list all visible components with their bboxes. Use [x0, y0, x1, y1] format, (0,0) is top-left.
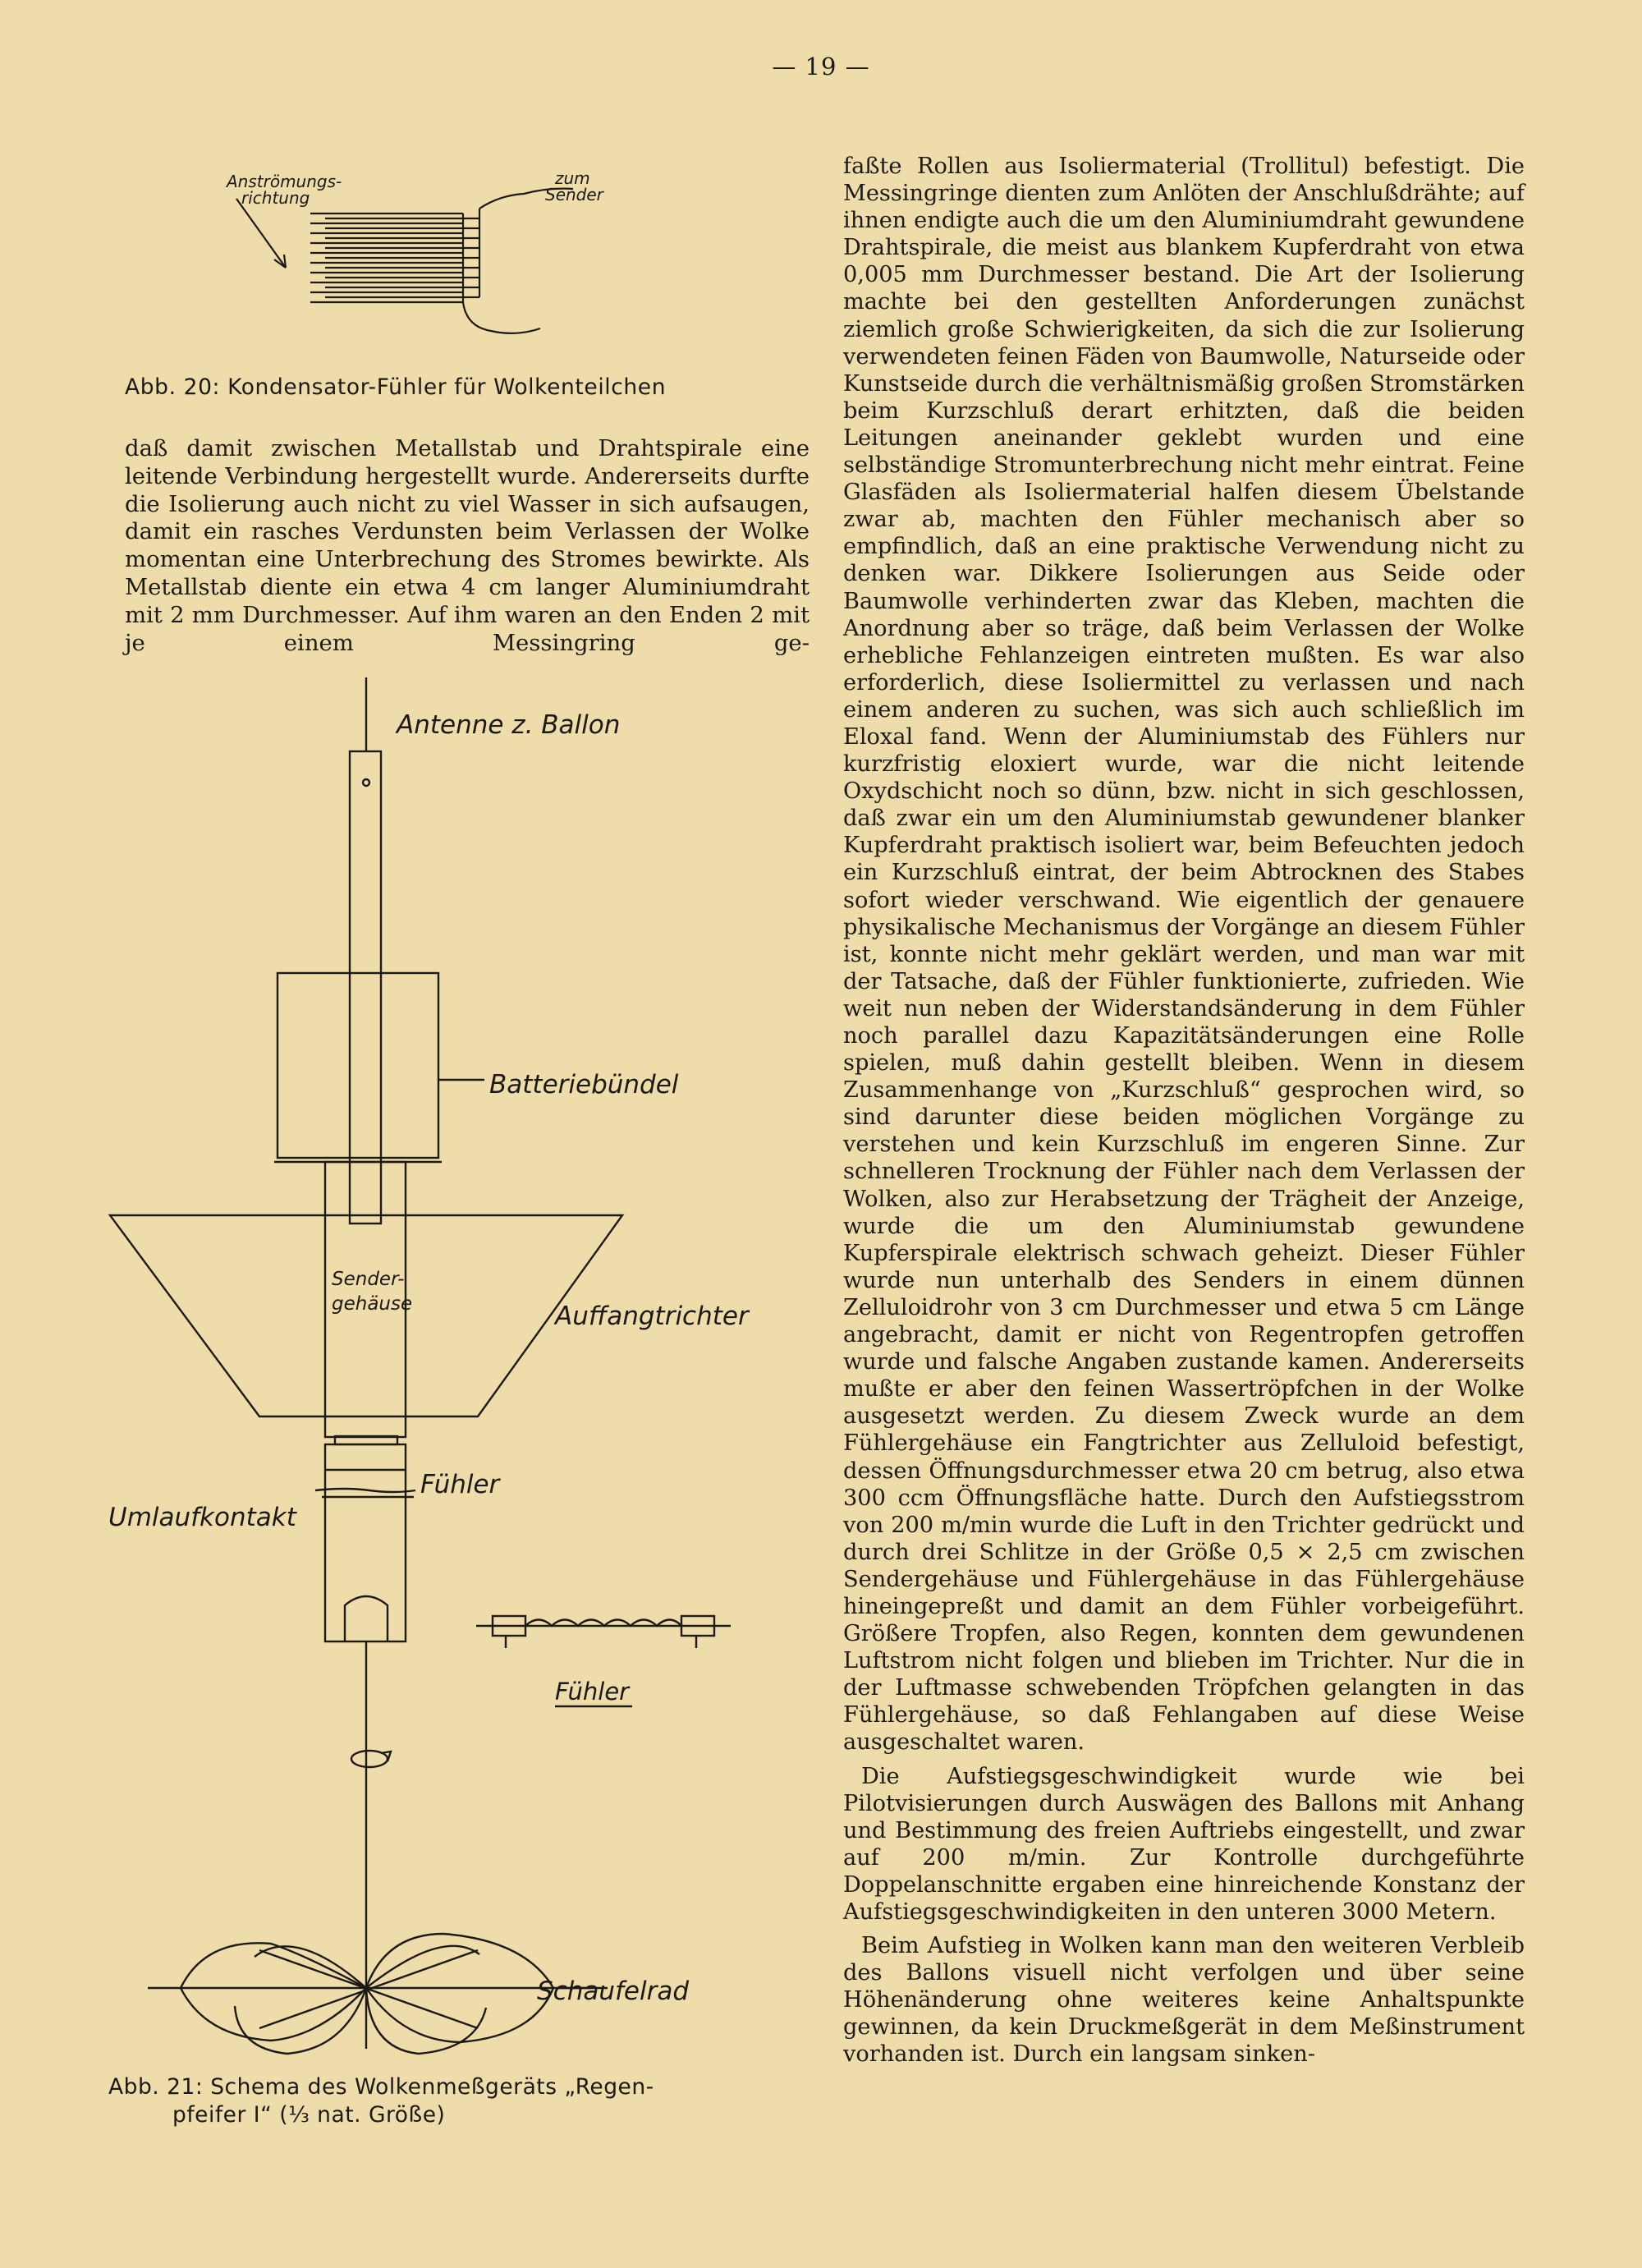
fig21-sender-label: Sender-: [332, 1269, 405, 1290]
figure-21-schematic: [99, 669, 755, 2065]
fig21-battery-label: Batteriebündel: [489, 1070, 679, 1100]
figure-21-caption: [108, 2073, 749, 2129]
fig21-sensor-label: Fühler: [420, 1470, 500, 1499]
fig21-sensor-detail-label: Fühler: [555, 1678, 630, 1706]
fig21-wheel-label: Schaufelrad: [537, 1976, 690, 2006]
fig21-sender-label-2: gehäuse: [332, 1293, 413, 1315]
figure-20-condenser-sensor: [220, 163, 606, 351]
left-column-paragraph: daß damit zwischen Metallstab und Drahtspirale eine leitende Verbindung hergestellt wurde. Andererseits durfte die Isolierung auch nicht zu viel Wasser in sich aufsaugen, damit ein rasches Verdunsten beim Verlassen der Wolke momentan eine Unterbrechung des Stromes bewirkte. Als Metallstab diente ein etwa 4 cm langer Aluminiumdraht mit 2 mm Durchmesser. Auf ihm waren an den Enden 2 mit je einem Messingring ge-: [125, 435, 810, 656]
fig20-sender-label-2: Sender: [545, 185, 603, 204]
fig21-contact-label: Umlaufkontakt: [108, 1503, 296, 1532]
figure-21-caption-line-2: pfeifer I“ (⅓ nat. Größe): [172, 2102, 446, 2128]
fig20-sender-label: zum: [555, 168, 590, 188]
right-column: [843, 153, 1525, 2075]
figure-21-caption-line-1: Abb. 21: Schema des Wolkenmeßgeräts „Regen-: [108, 2074, 654, 2100]
page-number: — 19 —: [772, 53, 870, 80]
fig21-funnel-label: Auffangtrichter: [555, 1302, 749, 1331]
fig20-flow-label: Anströmungs-: [227, 172, 342, 191]
right-paragraph-3: Beim Aufstieg in Wolken kann man den weiteren Verbleib des Ballons visuell nicht verfolgen und über seine Höhenänderung ohne weiteres keine Anhaltspunkte gewinnen, da kein Druckmeßgerät in dem Meßinstrument vorhanden ist. Durch ein langsam sinken-: [843, 1933, 1525, 2068]
right-paragraph-2: Die Aufstiegsgeschwindigkeit wurde wie bei Pilotvisierungen durch Auswägen des Ballons mit Anhang und Bestimmung des freien Auftriebs eingestellt, und zwar auf 200 m/min. Zur Kontrolle durchgeführte Doppelanschnitte ergaben eine hinreichende Konstanz der Aufstiegsgeschwindigkeiten in den unteren 3000 Metern.: [843, 1763, 1525, 1925]
fig20-flow-label-2: richtung: [241, 188, 310, 208]
fig21-antenna-label: Antenne z. Ballon: [397, 710, 621, 740]
figure-20-caption: Abb. 20: Kondensator-Fühler für Wolkenteilchen: [125, 374, 667, 400]
right-paragraph-1: faßte Rollen aus Isoliermaterial (Trollitul) befestigt. Die Messingringe dienten zum Anlöten der Anschlußdrähte; auf ihnen endigte auch die um den Aluminiumdraht gewundene Drahtspirale, die meist aus blankem Kupferdraht von etwa 0,005 mm Durchmesser bestand. Die Art der Isolierung machte bei den gestellten Anforderungen zunächst ziemlich große Schwierigkeiten, da sich die zur Isolierung verwendeten feinen Fäden von Baumwolle, Naturseide oder Kunstseide durch die verhältnismäßig großen Stromstärken beim Kurzschluß derart erhitzten, daß die beiden Leitungen aneinander geklebt wurden und eine selbständige Stromunterbrechung nicht mehr eintrat. Feine Glasfäden als Isoliermaterial halfen diesem Übelstande zwar ab, machten den Fühler mechanisch aber so empfindlich, daß an eine praktische Verwendung nicht zu denken war. Dikkere Isolierungen aus Seide oder Baumwolle verhinderten zwar das Kleben, machten die Anordnung aber so träge, daß beim Verlassen der Wolke erhebliche Fehlanzeigen eintreten mußten. Es war also erforderlich, diese Isoliermittel zu verlassen und nach einem anderen zu suchen, was sich auch schließlich im Eloxal fand. Wenn der Aluminiumstab des Fühlers nur kurzfristig eloxiert wurde, war die nicht leitende Oxydschicht noch so dünn, bzw. nicht in sich geschlossen, daß zwar ein um den Aluminiumstab gewundener blanker Kupferdraht praktisch isoliert war, beim Befeuchten jedoch ein Kurzschluß eintrat, der beim Abtrocknen des Stabes sofort wieder verschwand. Wie eigentlich der genauere physikalische Mechanismus der Vorgänge an diesem Fühler ist, konnte nicht mehr geklärt werden, und man war mit der Tatsache, daß der Fühler funktionierte, zufrieden. Wie weit nun neben der Widerstandsänderung in dem Fühler noch parallel dazu Kapazitätsänderungen eine Rolle spielen, muß dahin gestellt bleiben. Wenn in diesem Zusammenhange von „Kurzschluß“ gesprochen wird, so sind darunter diese beiden möglichen Vorgänge zu verstehen und kein Kurzschluß im engeren Sinne. Zur schnelleren Trocknung der Fühler nach dem Verlassen der Wolken, also zur Herabsetzung der Trägheit der Anzeige, wurde die um den Aluminiumstab gewundene Kupferspirale elektrisch schwach geheizt. Dieser Fühler wurde nun unterhalb des Senders in einem dünnen Zelluloidrohr von 3 cm Durchmesser und etwa 5 cm Länge angebracht, damit er nicht von Regentropfen getroffen wurde und falsche Angaben zustande kamen. Andererseits mußte er aber den feinen Wassertröpfchen in der Wolke ausgesetzt werden. Zu diesem Zweck wurde an dem Fühlergehäuse ein Fangtrichter aus Zelluloid befestigt, dessen Öffnungsdurchmesser etwa 20 cm betrug, also etwa 300 ccm Öffnungsfläche hatte. Durch den Aufstiegsstrom von 200 m/min wurde die Luft in den Trichter gedrückt und durch drei Schlitze in der Größe 0,5 × 2,5 cm zwischen Sendergehäuse und Fühlergehäuse in das Fühlergehäuse hineingepreßt und damit an dem Fühler vorbeigeführt. Größere Tropfen, also Regen, konnten dem gewundenen Luftstrom nicht folgen und blieben im Trichter. Nur die in der Luftmasse schwebenden Tröpfchen gelangten in das Fühlergehäuse, so daß Fehlangaben auf diese Weise ausgeschaltet waren.: [843, 154, 1525, 1756]
